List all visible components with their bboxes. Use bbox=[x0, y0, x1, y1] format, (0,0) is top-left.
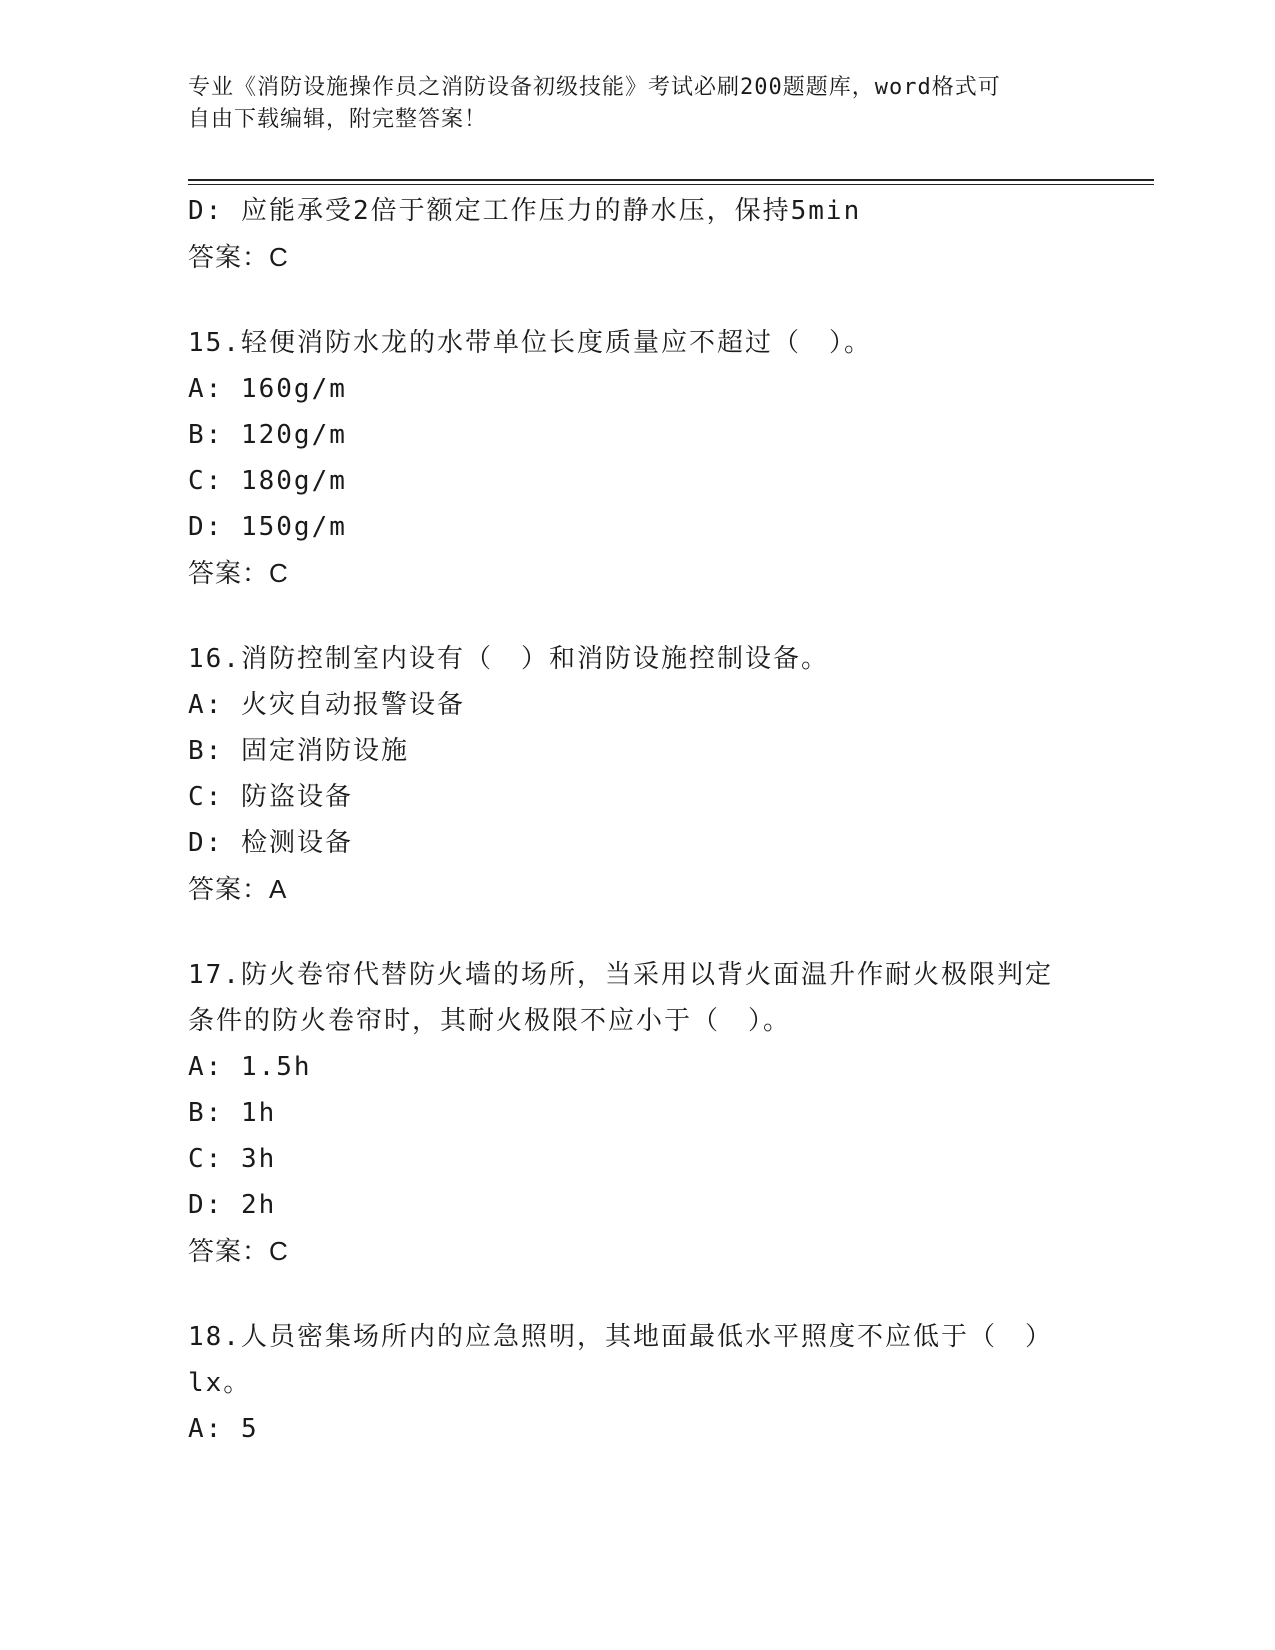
question-stem-line-2: 条件的防火卷帘时，其耐火极限不应小于（ ）。 bbox=[188, 1006, 792, 1036]
spacer bbox=[188, 1274, 1088, 1314]
spacer bbox=[188, 912, 1088, 952]
option-c: C: 180g/m bbox=[188, 466, 347, 496]
question-list bbox=[188, 188, 1088, 1452]
answer: 答案：A bbox=[188, 874, 288, 904]
question-stem-line-2: lx。 bbox=[188, 1368, 252, 1398]
header-title-line-1: 专业《消防设施操作员之消防设备初级技能》考试必刷200题题库，word格式可 bbox=[188, 75, 1001, 100]
spacer bbox=[188, 596, 1088, 636]
option-a: A: 5 bbox=[188, 1414, 259, 1444]
option-b: B: 120g/m bbox=[188, 420, 347, 450]
header-title-line-2: 自由下载编辑，附完整答案！ bbox=[188, 107, 488, 132]
option-c: C: 防盗设备 bbox=[188, 782, 353, 812]
question-stem: 15.轻便消防水龙的水带单位长度质量应不超过（ ）。 bbox=[188, 328, 872, 358]
document-header bbox=[188, 72, 1088, 136]
header-divider bbox=[188, 179, 1154, 181]
option-d: D: 2h bbox=[188, 1190, 277, 1220]
option-d: D: 应能承受2倍于额定工作压力的静水压，保持5min bbox=[188, 196, 862, 226]
spacer bbox=[188, 280, 1088, 320]
header-divider-thin bbox=[188, 184, 1154, 185]
question-18 bbox=[188, 1314, 1088, 1452]
answer: 答案：C bbox=[188, 242, 289, 272]
option-d: D: 150g/m bbox=[188, 512, 347, 542]
question-stem-line-1: 17.防火卷帘代替防火墙的场所，当采用以背火面温升作耐火极限判定 bbox=[188, 960, 1053, 990]
question-stem-line-1: 18.人员密集场所内的应急照明，其地面最低水平照度不应低于（ ） bbox=[188, 1322, 1053, 1352]
answer: 答案：C bbox=[188, 558, 289, 588]
option-c: C: 3h bbox=[188, 1144, 277, 1174]
option-d: D: 检测设备 bbox=[188, 828, 353, 858]
option-a: A: 160g/m bbox=[188, 374, 347, 404]
question-16 bbox=[188, 636, 1088, 912]
option-a: A: 火灾自动报警设备 bbox=[188, 690, 465, 720]
question-15 bbox=[188, 320, 1088, 596]
question-17 bbox=[188, 952, 1088, 1274]
answer: 答案：C bbox=[188, 1236, 289, 1266]
question-stem: 16.消防控制室内设有（ ）和消防设施控制设备。 bbox=[188, 644, 829, 674]
question-14-continuation bbox=[188, 188, 1088, 280]
option-b: B: 固定消防设施 bbox=[188, 736, 409, 766]
option-b: B: 1h bbox=[188, 1098, 277, 1128]
option-a: A: 1.5h bbox=[188, 1052, 312, 1082]
